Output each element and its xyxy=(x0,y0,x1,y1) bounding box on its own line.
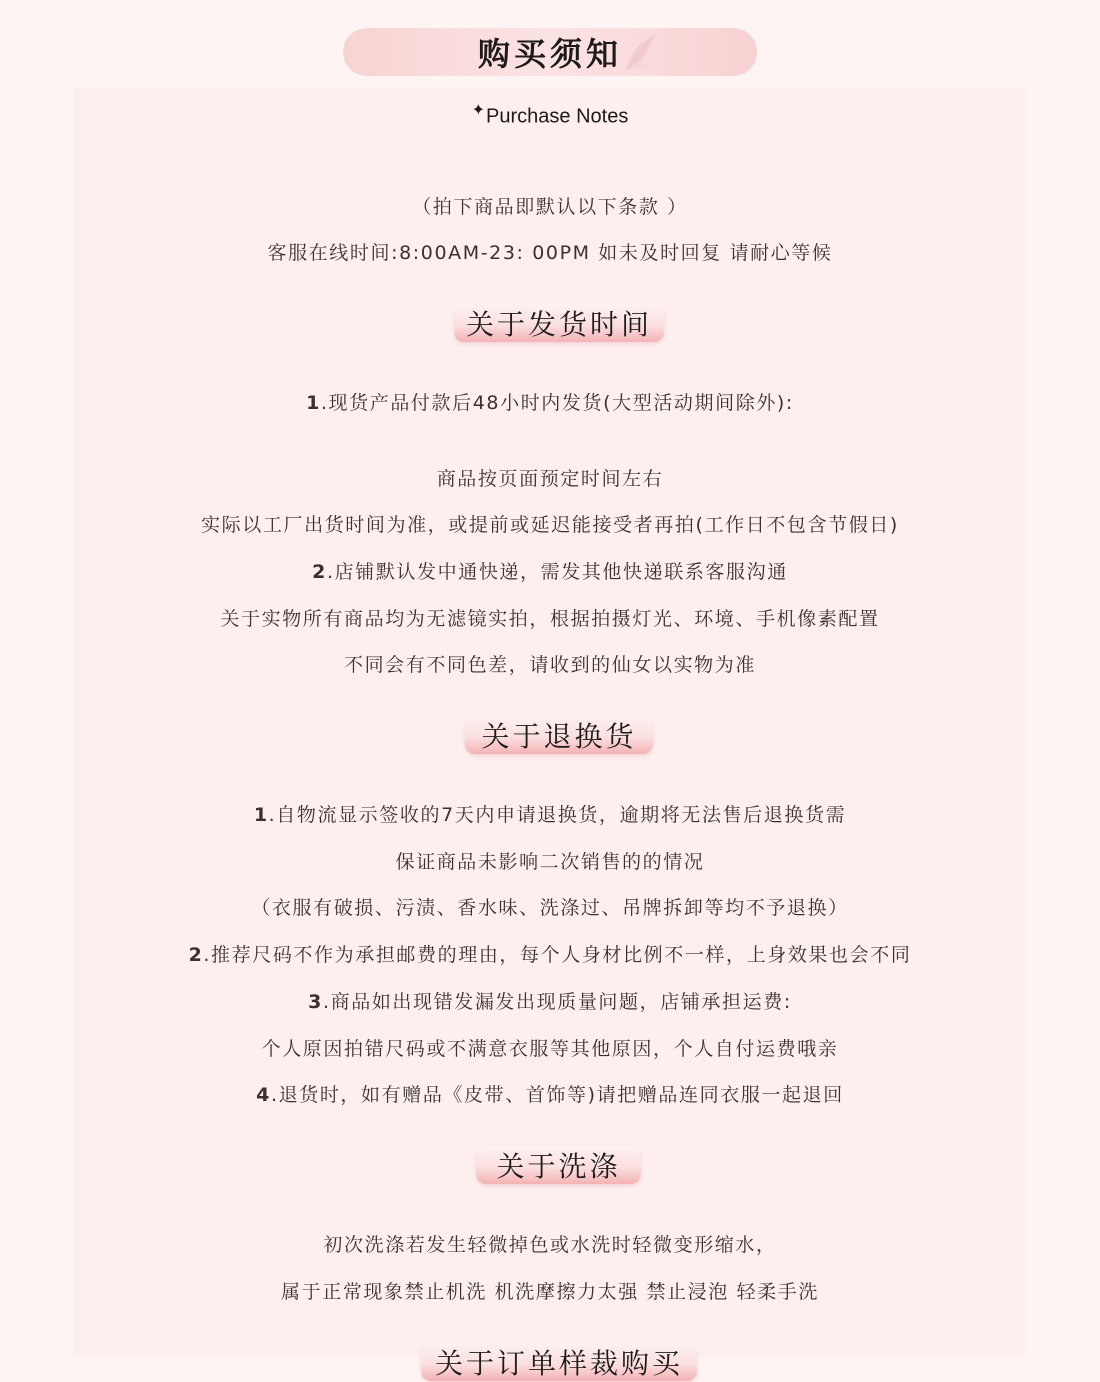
page-subtitle xyxy=(0,100,1100,129)
line-text: .商品如出现错发漏发出现质量问题，店铺承担运费: xyxy=(322,991,792,1013)
section-header-order-purchase xyxy=(421,1343,697,1381)
section-title-order-purchase: 关于订单样裁购买 xyxy=(434,1347,683,1380)
section-title-shipping: 关于发货时间 xyxy=(465,308,652,341)
line-text: .自物流显示签收的7天内申请退换货，逾期将无法售后退换货需 xyxy=(268,804,847,826)
line-text: 关于实物所有商品均为无滤镜实拍，根据拍摄灯光、环境、手机像素配置 xyxy=(220,608,880,630)
subtitle-text: Purchase Notes xyxy=(486,105,629,128)
line-text: .现货产品付款后48小时内发货(大型活动期间除外): xyxy=(320,392,794,414)
returns-line xyxy=(0,847,1100,874)
page-title-banner xyxy=(343,28,757,76)
line-text: .推荐尺码不作为承担邮费的理由，每个人身材比例不一样，上身效果也会不同 xyxy=(203,944,912,966)
shipping-line xyxy=(0,557,1100,584)
sparkle-icon: ✦ xyxy=(471,102,486,119)
line-number: 1 xyxy=(253,804,269,826)
intro-terms-note: （拍下商品即默认以下条款 ） xyxy=(412,196,688,218)
line-text: 商品按页面预定时间左右 xyxy=(436,468,664,490)
line-text: 保证商品未影响二次销售的的情况 xyxy=(395,851,705,873)
section-header-shipping xyxy=(454,304,664,342)
line-number: 2 xyxy=(188,944,204,966)
returns-line xyxy=(0,1080,1100,1107)
shipping-line xyxy=(0,464,1100,491)
line-text: .退货时，如有赠品《皮带、首饰等)请把赠品连同衣服一起退回 xyxy=(270,1084,844,1106)
line-text: 个人原因拍错尺码或不满意衣服等其他原因，个人自付运费哦亲 xyxy=(261,1038,839,1060)
page-title: 购买须知 xyxy=(477,35,622,73)
section-title-washing: 关于洗涤 xyxy=(496,1150,621,1183)
shipping-line xyxy=(0,388,1100,415)
line-text: 不同会有不同色差，请收到的仙女以实物为准 xyxy=(343,654,756,676)
returns-line xyxy=(0,893,1100,920)
returns-line xyxy=(0,940,1100,967)
section-header-washing xyxy=(476,1146,641,1184)
shipping-line xyxy=(0,604,1100,631)
section-header-returns xyxy=(465,716,653,754)
section-title-returns: 关于退换货 xyxy=(481,720,637,753)
line-text: .店铺默认发中通快递，需发其他快递联系客服沟通 xyxy=(326,561,788,583)
shipping-line xyxy=(0,510,1100,537)
line-text: 实际以工厂出货时间为准，或提前或延迟能接受者再拍(工作日不包含节假日) xyxy=(201,514,899,536)
line-number: 4 xyxy=(256,1084,271,1106)
line-text: 属于正常现象禁止机洗 机洗摩擦力太强 禁止浸泡 轻柔手洗 xyxy=(281,1281,819,1303)
line-number: 3 xyxy=(308,991,323,1013)
butterfly-wing-icon xyxy=(620,30,662,74)
shipping-line xyxy=(0,650,1100,677)
line-text: （衣服有破损、污渍、香水味、洗涤过、吊牌拆卸等均不予退换） xyxy=(251,897,849,919)
returns-line xyxy=(0,800,1100,827)
intro-service-hours: 客服在线时间:8:00AM-23: 00PM 如未及时回复 请耐心等候 xyxy=(267,242,833,264)
returns-line xyxy=(0,1034,1100,1061)
returns-line xyxy=(0,987,1100,1014)
line-number: 1 xyxy=(306,392,321,414)
washing-line xyxy=(0,1277,1100,1304)
washing-line xyxy=(0,1230,1100,1257)
line-text: 初次洗涤若发生轻微掉色或水洗时轻微变形缩水， xyxy=(323,1234,777,1256)
line-number: 2 xyxy=(312,561,327,583)
